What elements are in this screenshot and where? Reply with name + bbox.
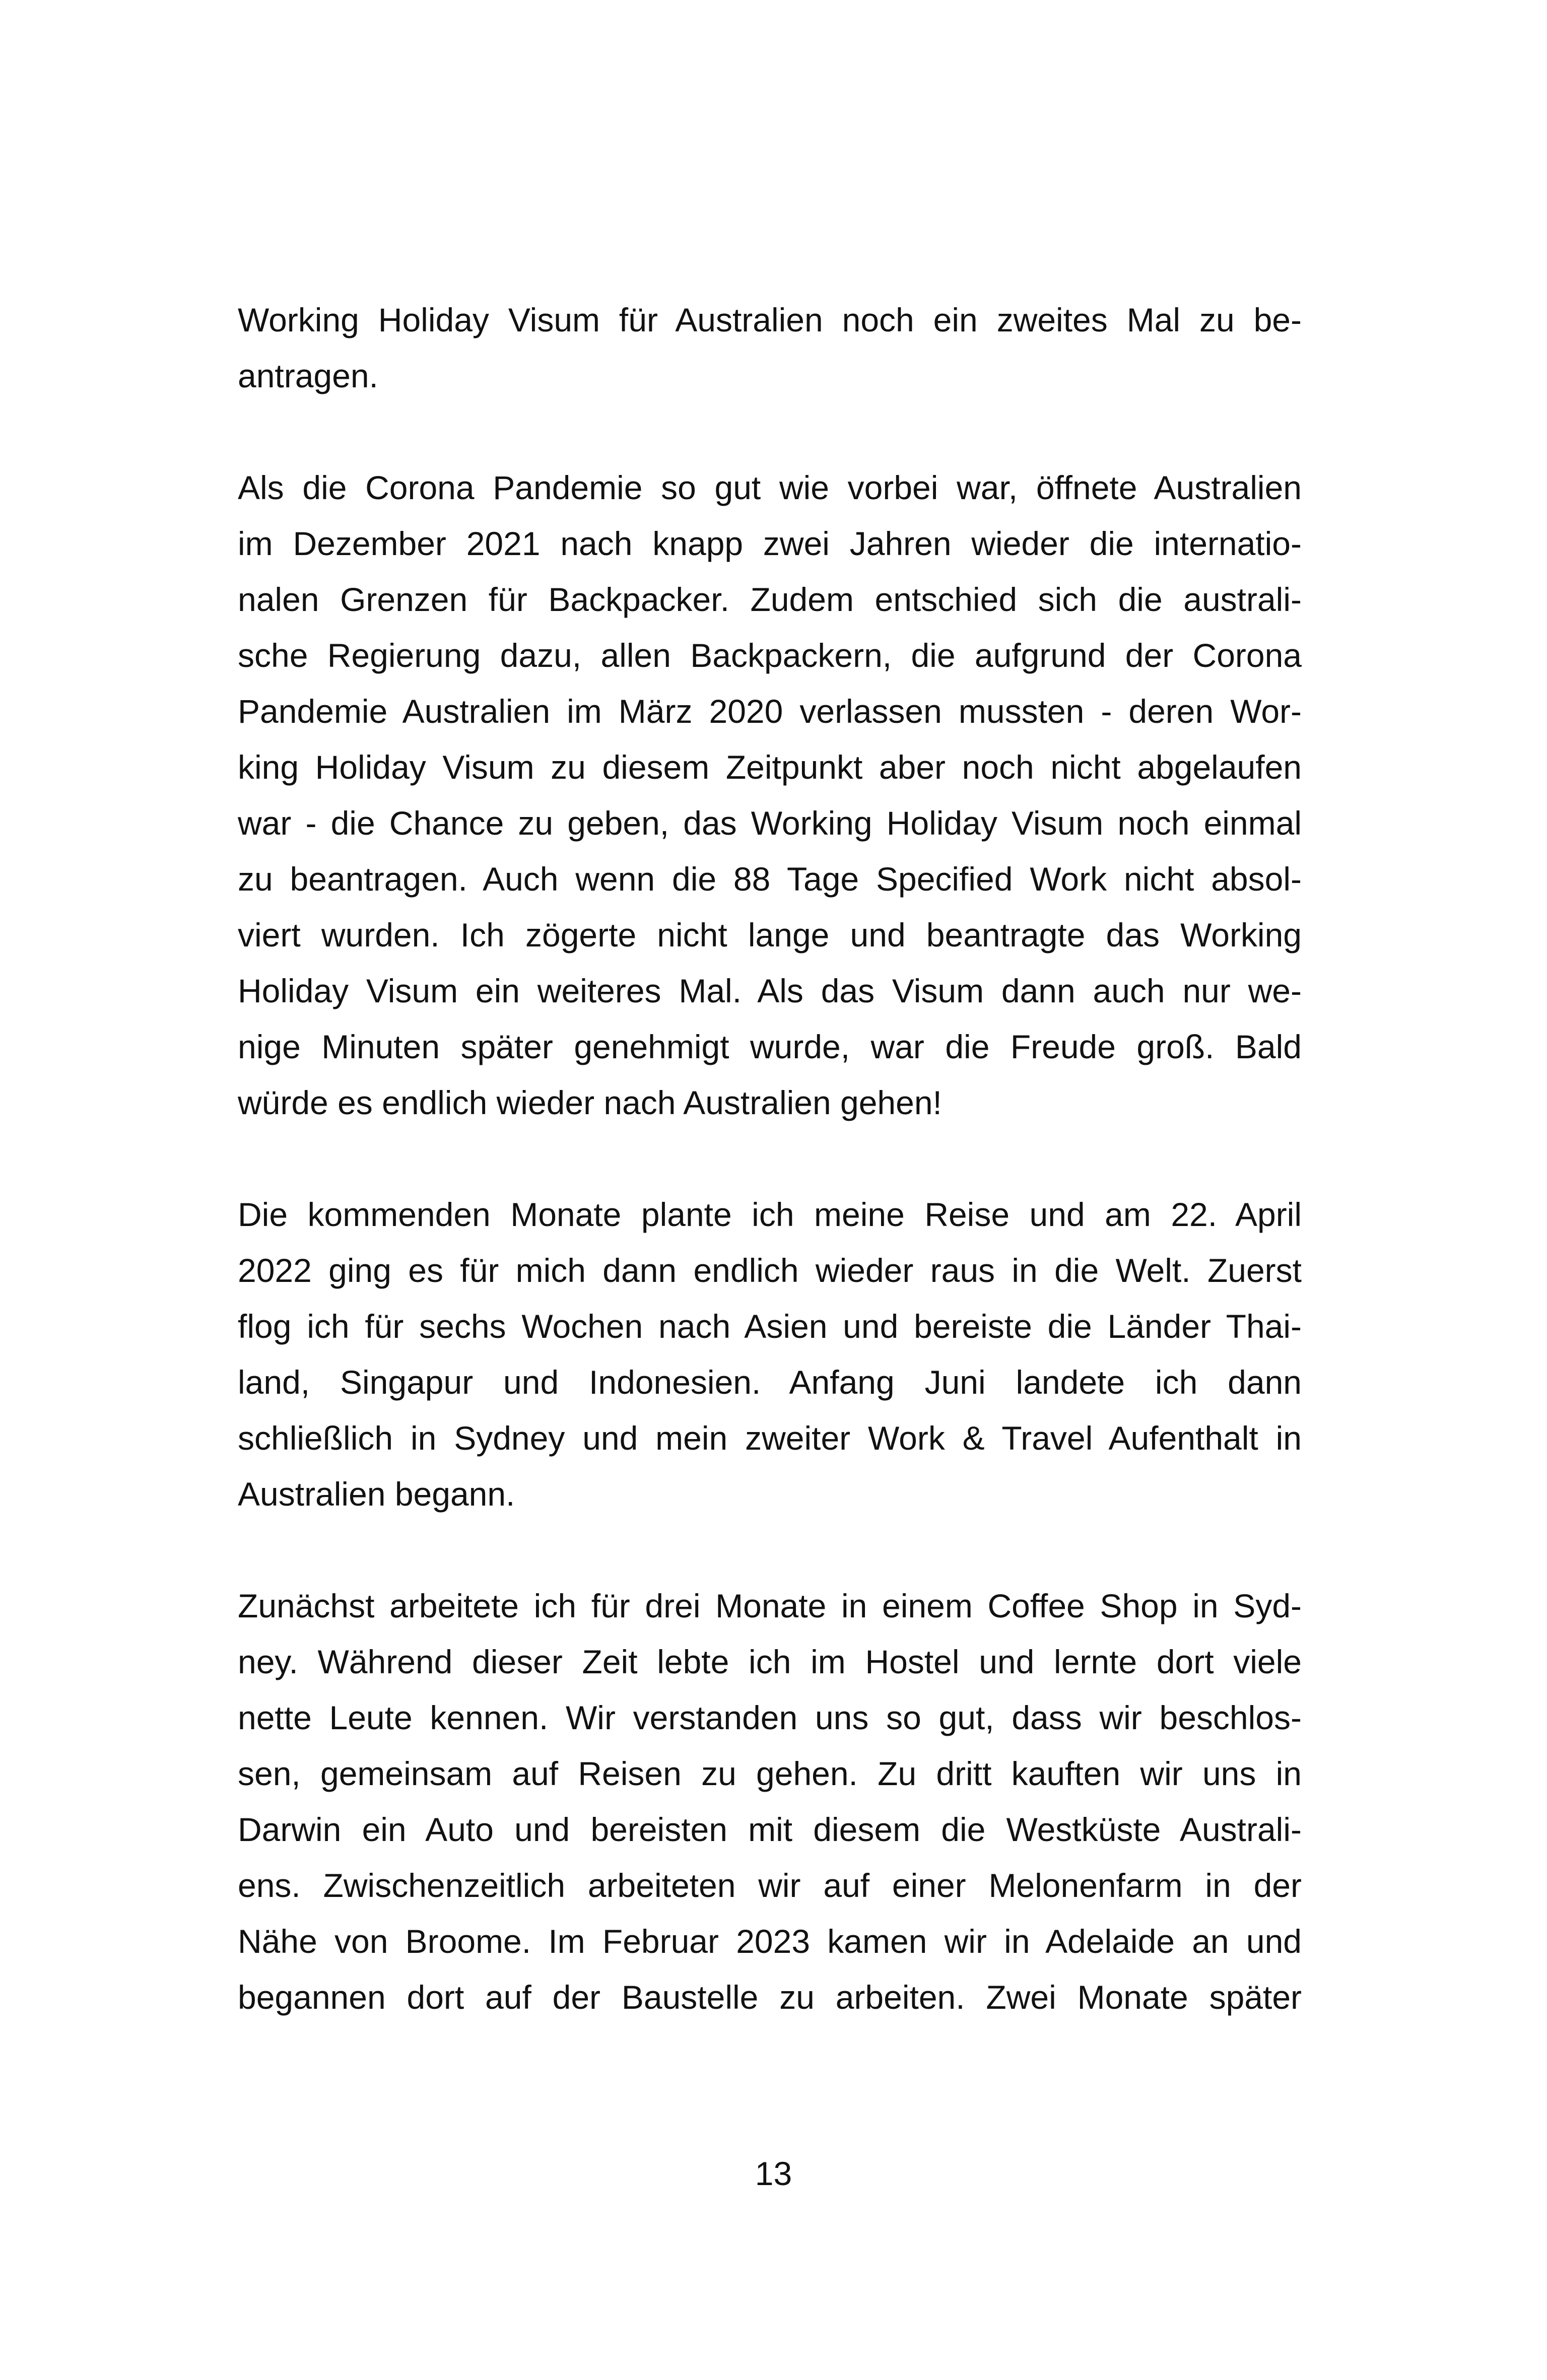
paragraph-1: [238, 292, 1302, 404]
text-line: nette Leute kennen. Wir verstanden uns so gut, dass wir beschlos-: [238, 1699, 1302, 1736]
text-line: Holiday Visum ein weiteres Mal. Als das Visum dann auch nur we-: [238, 972, 1302, 1009]
text-line: viert wurden. Ich zögerte nicht lange und beantragte das Working: [238, 916, 1302, 954]
paragraph-4: [238, 1578, 1302, 2025]
text-line: land, Singapur und Indonesien. Anfang Juni landete ich dann: [238, 1364, 1302, 1401]
text-line: sche Regierung dazu, allen Backpackern, die aufgrund der Corona: [238, 637, 1302, 674]
body-text: [238, 292, 1302, 2081]
text-line: nalen Grenzen für Backpacker. Zudem entschied sich die australi-: [238, 581, 1302, 618]
text-line: Pandemie Australien im März 2020 verlassen mussten - deren Wor-: [238, 693, 1302, 730]
paragraph-2: [238, 460, 1302, 1131]
text-line: ens. Zwischenzeitlich arbeiteten wir auf einer Melonenfarm in der: [238, 1867, 1302, 1904]
text-line: Die kommenden Monate plante ich meine Reise und am 22. April: [238, 1196, 1302, 1233]
text-line: king Holiday Visum zu diesem Zeitpunkt aber noch nicht abgelaufen: [238, 749, 1302, 786]
text-line: Darwin ein Auto und bereisten mit diesem die Westküste Australi-: [238, 1811, 1302, 1848]
text-line: würde es endlich wieder nach Australien gehen!: [238, 1084, 942, 1121]
text-line: ney. Während dieser Zeit lebte ich im Hostel und lernte dort viele: [238, 1643, 1302, 1680]
text-line: war - die Chance zu geben, das Working Holiday Visum noch einmal: [238, 804, 1302, 842]
paragraph-3: [238, 1187, 1302, 1522]
text-line: flog ich für sechs Wochen nach Asien und bereiste die Länder Thai-: [238, 1308, 1302, 1345]
text-line: zu beantragen. Auch wenn die 88 Tage Specified Work nicht absol-: [238, 860, 1302, 898]
text-line: sen, gemeinsam auf Reisen zu gehen. Zu dritt kauften wir uns in: [238, 1755, 1302, 1792]
text-line: Zunächst arbeitete ich für drei Monate in einem Coffee Shop in Syd-: [238, 1587, 1302, 1624]
text-line: nige Minuten später genehmigt wurde, war die Freude groß. Bald: [238, 1028, 1302, 1065]
text-line: Als die Corona Pandemie so gut wie vorbei war, öffnete Australien: [238, 469, 1302, 506]
text-line: Working Holiday Visum für Australien noch ein zweites Mal zu be-: [238, 301, 1302, 338]
text-line: antragen.: [238, 357, 378, 394]
text-line: im Dezember 2021 nach knapp zwei Jahren wieder die internatio-: [238, 525, 1302, 562]
text-line: schließlich in Sydney und mein zweiter Work & Travel Aufenthalt in: [238, 1419, 1302, 1457]
text-line: Nähe von Broome. Im Februar 2023 kamen wir in Adelaide an und: [238, 1923, 1302, 1960]
page-number: 13: [755, 2155, 792, 2192]
text-line: begannen dort auf der Baustelle zu arbeiten. Zwei Monate später: [238, 1979, 1302, 2016]
text-line: 2022 ging es für mich dann endlich wieder raus in die Welt. Zuerst: [238, 1252, 1302, 1289]
text-line: Australien begann.: [238, 1475, 515, 1513]
